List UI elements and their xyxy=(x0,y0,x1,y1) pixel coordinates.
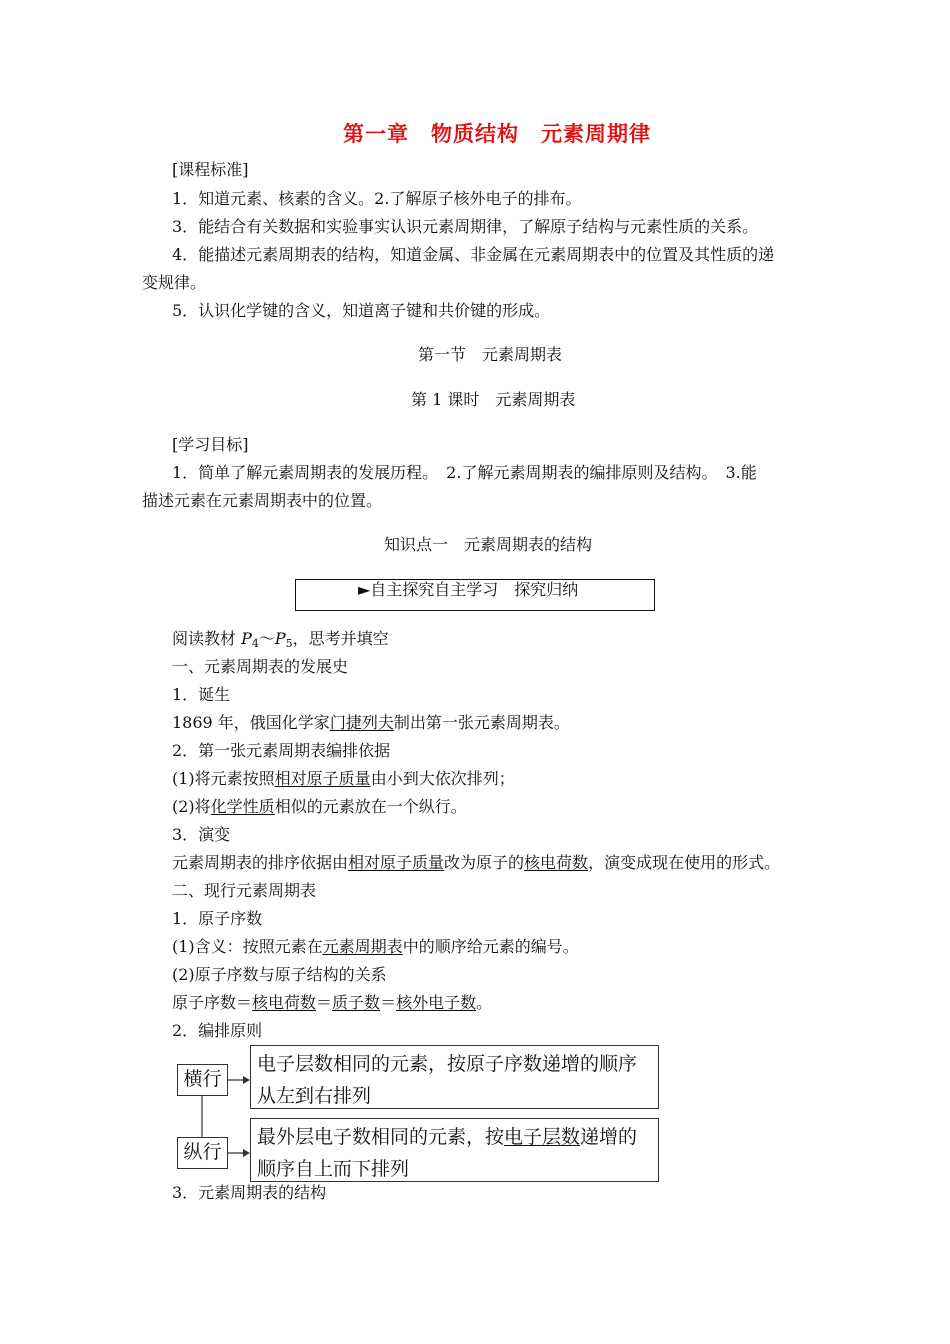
relation-heading: (2)原子序数与原子结构的关系 xyxy=(172,965,387,984)
reading-pre: 阅读教材 xyxy=(172,629,242,648)
col-description-line-2: 顺序自上而下排列 xyxy=(257,1158,410,1180)
birth-post: 制出第一张元素周期表。 xyxy=(393,713,570,732)
evolve-heading: 3．演变 xyxy=(172,825,231,844)
objectives-line-2: 描述元素在元素周期表中的位置。 xyxy=(142,491,383,510)
col-description-box xyxy=(250,1118,659,1182)
col-text-pre: 最外层电子数相同的元素，按 xyxy=(257,1126,505,1148)
evolve-post: ，演变成现在使用的形式。 xyxy=(588,853,781,872)
meaning-answer: 元素周期表 xyxy=(322,937,403,956)
history-heading: 一、元素周期表的发展史 xyxy=(172,657,349,676)
col-label: 纵行 xyxy=(183,1141,222,1163)
lesson-title: 第 1 课时 元素周期表 xyxy=(411,390,576,409)
birth-line xyxy=(172,713,570,733)
row-description-line-2: 从左到右排列 xyxy=(257,1085,372,1107)
col-label-box xyxy=(177,1137,228,1169)
basis-1-pre: (1)将元素按照 xyxy=(172,769,275,788)
evolve-mid: 改为原子的 xyxy=(444,853,525,872)
current-heading: 二、现行元素周期表 xyxy=(172,881,317,900)
relation-eq-2: ＝ xyxy=(380,993,397,1012)
relation-eq-1: ＝ xyxy=(316,993,333,1012)
evolve-answer-1: 相对原子质量 xyxy=(348,853,445,872)
evolve-line xyxy=(172,853,780,873)
row-description-box xyxy=(250,1045,659,1109)
col-arrow-head xyxy=(243,1149,250,1157)
standard-item-3: 4．能描述元素周期表的结构，知道金属、非金属在元素周期表中的位置及其性质的递 xyxy=(172,245,775,264)
col-text-answer: 电子层数 xyxy=(504,1126,581,1148)
structure-heading: 3．元素周期表的结构 xyxy=(172,1183,327,1202)
basis-1 xyxy=(172,769,515,789)
meaning-post: 中的顺序给元素的编号。 xyxy=(402,937,579,956)
row-label: 横行 xyxy=(183,1068,222,1090)
standard-item-4: 5．认识化学键的含义，知道离子键和共价键的形成。 xyxy=(172,301,551,320)
row-arrow-head xyxy=(243,1076,250,1084)
reading-mid: ～ xyxy=(258,629,275,648)
reading-line xyxy=(172,629,389,654)
knowledge-point-title: 知识点一 元素周期表的结构 xyxy=(384,535,593,554)
row-description-line-1: 电子层数相同的元素，按原子序数递增的顺序 xyxy=(257,1053,638,1075)
standard-item-3-cont: 变规律。 xyxy=(142,273,207,292)
evolve-pre: 元素周期表的排序依据由 xyxy=(172,853,349,872)
col-description-line-1 xyxy=(257,1121,652,1153)
meaning-line xyxy=(172,937,579,957)
evolve-answer-2: 核电荷数 xyxy=(524,853,589,872)
reading-s1: 4 xyxy=(251,637,259,650)
basis-1-post: 由小到大依次排列； xyxy=(370,769,515,788)
basis-heading: 2．第一张元素周期表编排依据 xyxy=(172,741,391,760)
chapter-title: 第一章 物质结构 元素周期律 xyxy=(343,121,651,146)
birth-answer: 门捷列夫 xyxy=(329,713,394,732)
row-label-box xyxy=(177,1064,228,1096)
relation-pre: 原子序数＝ xyxy=(172,993,253,1012)
relation-answer-1: 核电荷数 xyxy=(252,993,317,1012)
basis-2-post: 相似的元素放在一个纵行。 xyxy=(274,797,467,816)
relation-answer-2: 质子数 xyxy=(332,993,381,1012)
explore-box-label: ►自主探究自主学习 探究归纳 xyxy=(358,580,579,599)
standard-item-2: 3．能结合有关数据和实验事实认识元素周期律，了解原子结构与元素性质的关系。 xyxy=(172,217,759,236)
atomic-heading: 1．原子序数 xyxy=(172,909,263,928)
relation-post: 。 xyxy=(476,993,493,1012)
basis-2-answer: 化学性质 xyxy=(210,797,275,816)
section-title: 第一节 元素周期表 xyxy=(418,345,563,364)
reading-p2: P xyxy=(274,629,286,648)
principle-heading: 2．编排原则 xyxy=(172,1021,263,1040)
objectives-heading: [学习目标] xyxy=(172,435,249,454)
objectives-line-1: 1．简单了解元素周期表的发展历程。 2.了解元素周期表的编排原则及结构。 3.能 xyxy=(172,463,757,482)
standard-item-1: 1．知道元素、核素的含义。2.了解原子核外电子的排布。 xyxy=(172,189,582,208)
reading-s2: 5 xyxy=(285,637,293,650)
basis-2-pre: (2)将 xyxy=(172,797,211,816)
standards-heading: [课程标准] xyxy=(172,160,249,179)
reading-p1: P xyxy=(241,629,252,648)
basis-1-answer: 相对原子质量 xyxy=(274,769,371,788)
meaning-pre: (1)含义：按照元素在 xyxy=(172,937,323,956)
col-text-post: 递增的 xyxy=(580,1126,638,1148)
relation-line xyxy=(172,993,492,1013)
reading-post: ，思考并填空 xyxy=(292,629,389,648)
birth-heading: 1．诞生 xyxy=(172,685,231,704)
relation-answer-3: 核外电子数 xyxy=(396,993,477,1012)
basis-2 xyxy=(172,797,467,817)
birth-pre: 1869 年，俄国化学家 xyxy=(172,713,330,732)
